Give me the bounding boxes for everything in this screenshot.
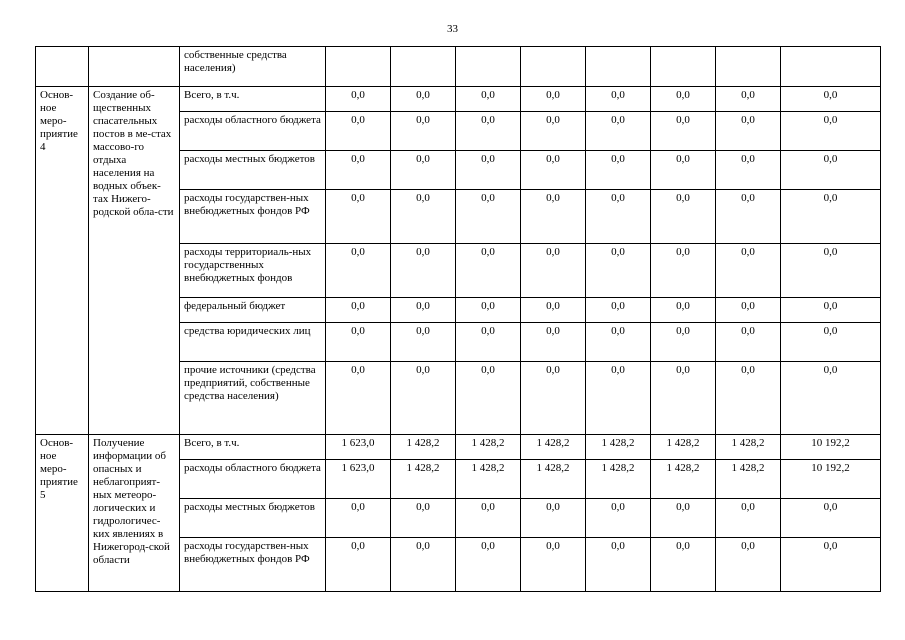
value-cell: 0,0 [391,362,456,435]
value-cell: 0,0 [586,298,651,323]
value-cell: 0,0 [456,298,521,323]
value-cell: 1 428,2 [586,460,651,499]
value-cell: 0,0 [521,538,586,592]
value-cell [651,47,716,87]
value-cell: 0,0 [781,112,881,151]
value-cell: 0,0 [781,298,881,323]
value-cell: 0,0 [391,112,456,151]
value-cell: 0,0 [586,362,651,435]
value-cell: 0,0 [521,112,586,151]
table-body [36,47,881,592]
source-cell: средства юридических лиц [180,323,326,362]
value-cell: 0,0 [326,190,391,244]
value-cell: 0,0 [651,362,716,435]
value-cell: 0,0 [586,323,651,362]
value-cell: 0,0 [716,87,781,112]
value-cell: 10 192,2 [781,460,881,499]
value-cell: 0,0 [326,499,391,538]
value-cell: 1 428,2 [391,460,456,499]
source-cell: расходы областного бюджета [180,460,326,499]
value-cell [391,47,456,87]
value-cell: 0,0 [326,323,391,362]
value-cell: 0,0 [716,151,781,190]
value-cell: 0,0 [716,298,781,323]
value-cell: 0,0 [391,538,456,592]
value-cell: 1 428,2 [651,460,716,499]
value-cell: 0,0 [326,151,391,190]
value-cell: 0,0 [456,499,521,538]
source-cell: расходы территориаль-ных государственных внебюджетных фондов [180,244,326,298]
value-cell: 0,0 [456,244,521,298]
measure-cell: Основ-ное меро-приятие 5 [36,435,89,592]
source-cell: Всего, в т.ч. [180,435,326,460]
value-cell [326,47,391,87]
description-cell: Создание об-щественных спасательных постов в ме-стах массово-го отдыха населения на водных объек-тах Нижего-родской обла-сти [89,87,180,435]
value-cell: 0,0 [326,538,391,592]
value-cell: 0,0 [456,323,521,362]
table-row [36,435,881,460]
value-cell: 0,0 [781,190,881,244]
value-cell: 0,0 [586,538,651,592]
description-cell [89,47,180,87]
source-cell: федеральный бюджет [180,298,326,323]
value-cell: 1 428,2 [521,460,586,499]
value-cell: 0,0 [521,323,586,362]
source-cell: расходы областного бюджета [180,112,326,151]
value-cell: 0,0 [586,112,651,151]
source-cell: расходы государствен-ных внебюджетных фондов РФ [180,190,326,244]
table-row [36,87,881,112]
value-cell: 0,0 [716,499,781,538]
value-cell: 0,0 [781,244,881,298]
value-cell: 0,0 [586,499,651,538]
source-cell: расходы местных бюджетов [180,499,326,538]
value-cell: 0,0 [521,151,586,190]
source-cell: расходы местных бюджетов [180,151,326,190]
value-cell: 0,0 [716,323,781,362]
value-cell: 0,0 [781,362,881,435]
value-cell: 0,0 [781,87,881,112]
table-row [36,47,881,87]
value-cell: 0,0 [456,190,521,244]
budget-table [35,46,881,592]
value-cell [586,47,651,87]
value-cell: 0,0 [651,112,716,151]
value-cell: 0,0 [716,112,781,151]
value-cell: 0,0 [391,190,456,244]
value-cell: 1 623,0 [326,460,391,499]
value-cell: 0,0 [586,244,651,298]
value-cell: 0,0 [456,151,521,190]
value-cell: 0,0 [391,298,456,323]
value-cell: 0,0 [651,298,716,323]
value-cell: 0,0 [391,323,456,362]
value-cell: 0,0 [456,87,521,112]
value-cell: 0,0 [716,362,781,435]
source-cell: прочие источники (средства предприятий, собственные средства населения) [180,362,326,435]
value-cell: 1 428,2 [651,435,716,460]
value-cell: 1 428,2 [716,435,781,460]
value-cell: 0,0 [456,362,521,435]
measure-cell: Основ-ное меро-приятие 4 [36,87,89,435]
value-cell: 0,0 [651,190,716,244]
source-cell: собственные средства населения) [180,47,326,87]
value-cell: 0,0 [326,112,391,151]
value-cell: 0,0 [521,87,586,112]
value-cell: 0,0 [521,362,586,435]
value-cell [781,47,881,87]
value-cell: 1 428,2 [716,460,781,499]
value-cell: 0,0 [651,244,716,298]
value-cell [521,47,586,87]
value-cell: 0,0 [521,190,586,244]
value-cell: 0,0 [456,112,521,151]
value-cell: 0,0 [781,323,881,362]
value-cell [456,47,521,87]
value-cell: 0,0 [716,190,781,244]
value-cell: 0,0 [781,151,881,190]
value-cell: 0,0 [326,87,391,112]
value-cell: 0,0 [521,499,586,538]
value-cell: 0,0 [586,151,651,190]
value-cell: 10 192,2 [781,435,881,460]
value-cell: 0,0 [781,538,881,592]
value-cell: 0,0 [716,538,781,592]
value-cell: 0,0 [326,298,391,323]
value-cell: 0,0 [586,190,651,244]
value-cell: 1 428,2 [456,460,521,499]
value-cell: 0,0 [391,151,456,190]
source-cell: расходы государствен-ных внебюджетных фондов РФ [180,538,326,592]
source-cell: Всего, в т.ч. [180,87,326,112]
value-cell: 1 428,2 [456,435,521,460]
value-cell: 0,0 [391,87,456,112]
value-cell: 0,0 [651,499,716,538]
value-cell: 0,0 [716,244,781,298]
value-cell: 0,0 [521,244,586,298]
value-cell: 0,0 [326,362,391,435]
value-cell: 0,0 [651,151,716,190]
value-cell: 1 623,0 [326,435,391,460]
value-cell [716,47,781,87]
value-cell: 0,0 [651,323,716,362]
value-cell: 0,0 [781,499,881,538]
value-cell: 0,0 [326,244,391,298]
value-cell: 0,0 [391,499,456,538]
value-cell: 1 428,2 [586,435,651,460]
value-cell: 1 428,2 [391,435,456,460]
value-cell: 0,0 [521,298,586,323]
value-cell: 1 428,2 [521,435,586,460]
value-cell: 0,0 [456,538,521,592]
measure-cell [36,47,89,87]
page-number: 33 [447,23,458,35]
value-cell: 0,0 [391,244,456,298]
value-cell: 0,0 [586,87,651,112]
value-cell: 0,0 [651,538,716,592]
value-cell: 0,0 [651,87,716,112]
description-cell: Получение информации об опасных и неблагоприят-ных метеоро-логических и гидрологичес-ких явлениях в Нижегород-ской области [89,435,180,592]
